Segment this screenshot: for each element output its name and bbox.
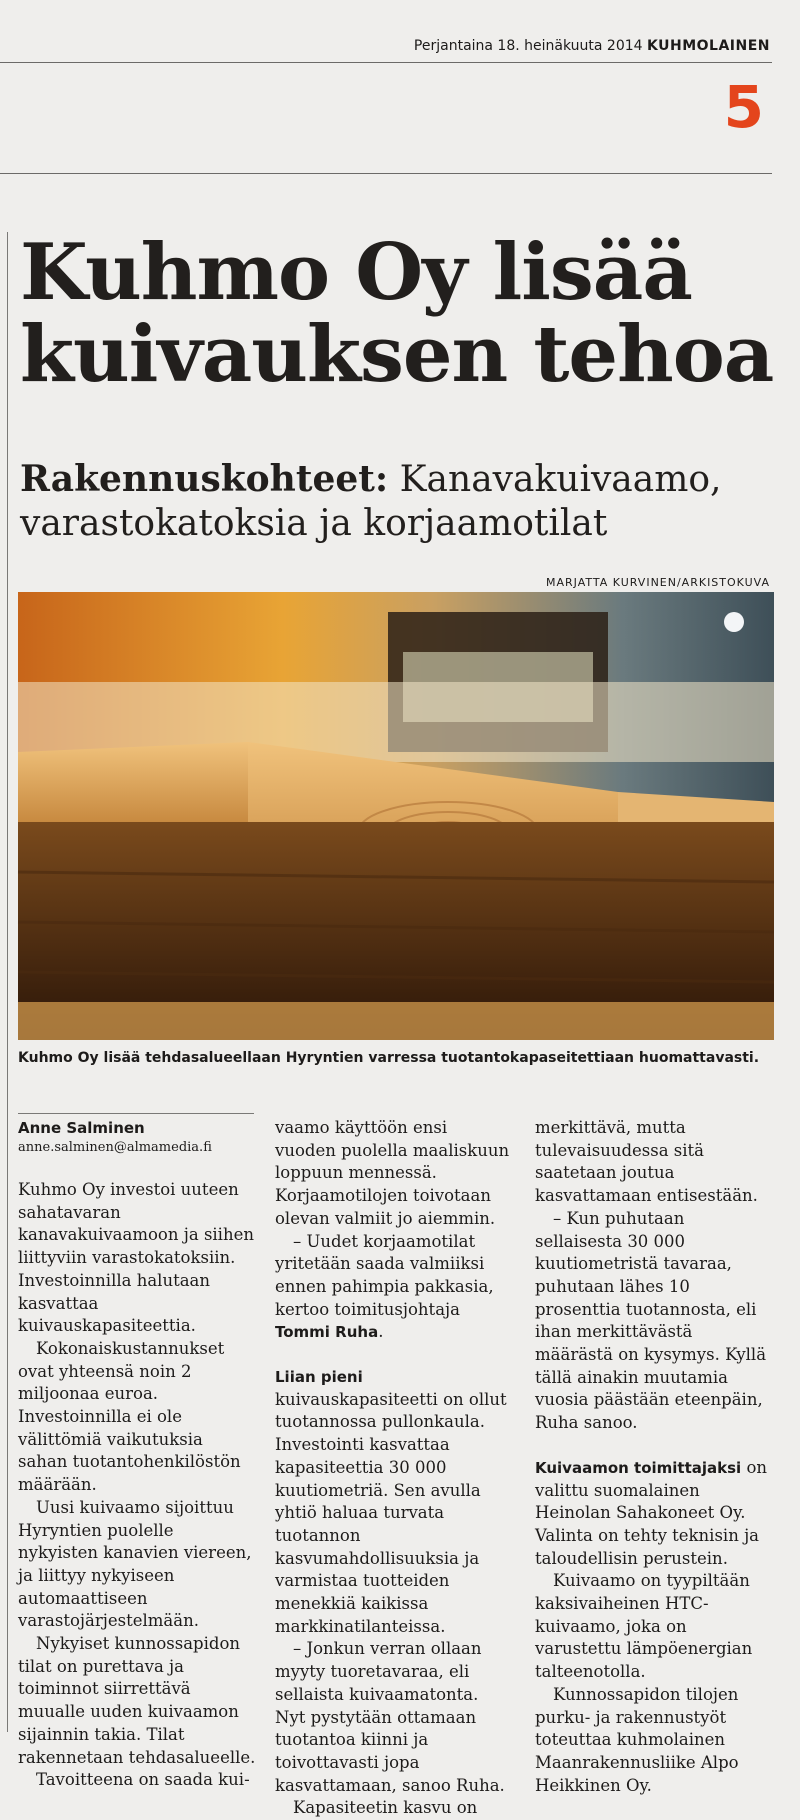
paragraph (275, 1366, 513, 1638)
paragraph (275, 1231, 513, 1345)
paragraph: Kuhmo Oy investoi uuteen sahatavaran kanavakuivaamoon ja siihen liittyviin varastokatoksiin. Investoinnilla halutaan kasvattaa kuivauskapasiteettia. (18, 1180, 254, 1336)
photo-caption: Kuhmo Oy lisää tehdasalueellaan Hyryntien varressa tuotantokapaseitettiaan huomattavasti. (18, 1050, 760, 1066)
paragraph: – Kun puhutaan sellaisesta 30 000 kuutiometristä tavaraa, puhutaan lähes 10 prosenttia tuotannosta, eli ihan merkittävästä määrästä on kysymys. Kyllä tällä ainakin muutamia vuosia päästään eteenpäin, Ruha sanoo. (535, 1208, 767, 1433)
paragraph: Uusi kuivaamo sijoittuu Hyryntien puolelle nykyisten kanavien viereen, ja liittyy nykyiseen automaattiseen varastojärjestelmään. (18, 1497, 252, 1631)
lumber-stack-photo (18, 592, 774, 1040)
paragraph: – Jonkun verran ollaan myyty tuoretavaraa, eli sellaista kuivaamatonta. Nyt pystytään ottamaan tuotantoa kiinni ja toivottavasti jopa kasvattamaan, sanoo Ruha. (275, 1639, 505, 1795)
paragraph: Nykyiset kunnossapidon tilat on purettava ja toiminnot siirrettävä muualle uuden kuivaamon sijainnin takia. Tilat rakennetaan tehdasalueelle. (18, 1634, 256, 1767)
masthead-line (414, 38, 770, 54)
article-column-2 (275, 1117, 513, 1820)
left-column-rule (7, 232, 8, 1732)
paragraph: Kokonaiskustannukset ovat yhteensä noin 2 miljoonaa euroa. Investoinnilla ei ole välittömiä vaikutuksia sahan tuotantohenkilöstön määrään. (18, 1338, 241, 1495)
paragraph: Kapasiteetin kasvu on (293, 1798, 478, 1818)
paragraph: Tavoitteena on saada kui- (36, 1770, 250, 1790)
article-column-3 (535, 1117, 773, 1797)
paragraph: Kunnossapidon tilojen purku- ja rakennustyöt toteuttaa kuhmolainen Maanrakennusliike Alpo Heikkinen Oy. (535, 1684, 739, 1795)
page-number: 5 (723, 73, 764, 141)
section-banner-bleed (0, 82, 700, 172)
paper-name: KUHMOLAINEN (647, 38, 770, 54)
photo-credit: MARJATTA KURVINEN/ARKISTOKUVA (546, 576, 770, 589)
author-name: Anne Salminen (18, 1119, 145, 1137)
paragraph-gap (535, 1435, 773, 1457)
paragraph: vaamo käyttöön ensi vuoden puolella maaliskuun loppuun mennessä. Korjaamotilojen toivotaan olevan valmiit jo aiemmin. (275, 1118, 510, 1228)
paragraph-gap (275, 1344, 513, 1366)
subheadline (20, 457, 780, 546)
section-leadin: Kuivaamon toimittajaksi (535, 1458, 742, 1477)
paragraph: merkittävä, mutta tulevaisuudessa sitä saatetaan joutua kasvattamaan entisestään. (535, 1118, 758, 1206)
section-rule (0, 173, 772, 174)
paragraph: Kuivaamo on tyypiltään kaksivaiheinen HTC-kuivaamo, joka on varustettu lämpöenergian talteenotolla. (535, 1571, 753, 1682)
text: – Uudet korjaamotilat yritetään saada valmiiksi ennen pahimpia pakkasia, kertoo toimitusjohtaja (275, 1231, 494, 1319)
subhead-lead: Rakennuskohteet: (20, 458, 389, 500)
text: kuivauskapasiteetti on ollut tuotannossa pullonkaula. Investointi kasvattaa kapasiteettia 30 000 kuutiometriä. Sen avulla yhtiö haluaa turvata tuotannon kasvumahdollisuuksia ja varmistaa tuotteiden menekkiä kaikissa markkinatilanteissa. (275, 1389, 507, 1636)
top-rule (0, 62, 772, 63)
person-name: Tommi Ruha (275, 1323, 379, 1342)
article-column-1 (18, 1117, 256, 1792)
section-leadin: Liian pieni (275, 1368, 363, 1387)
text: . (378, 1322, 384, 1342)
byline-rule (18, 1113, 254, 1114)
text: on valittu suomalainen Heinolan Sahakoneet Oy. Valinta on tehty teknisin ja taloudellisin perustein. (535, 1457, 768, 1568)
subhead-text: Kanavakuivaamo, varastokatoksia ja korjaamotilat (20, 459, 722, 544)
issue-date: Perjantaina 18. heinäkuuta 2014 (413, 38, 643, 54)
paragraph (535, 1457, 773, 1571)
author-email: anne.salminen@almamedia.fi (18, 1140, 212, 1155)
headline: Kuhmo Oy lisää kuivauksen tehoa (20, 227, 774, 400)
